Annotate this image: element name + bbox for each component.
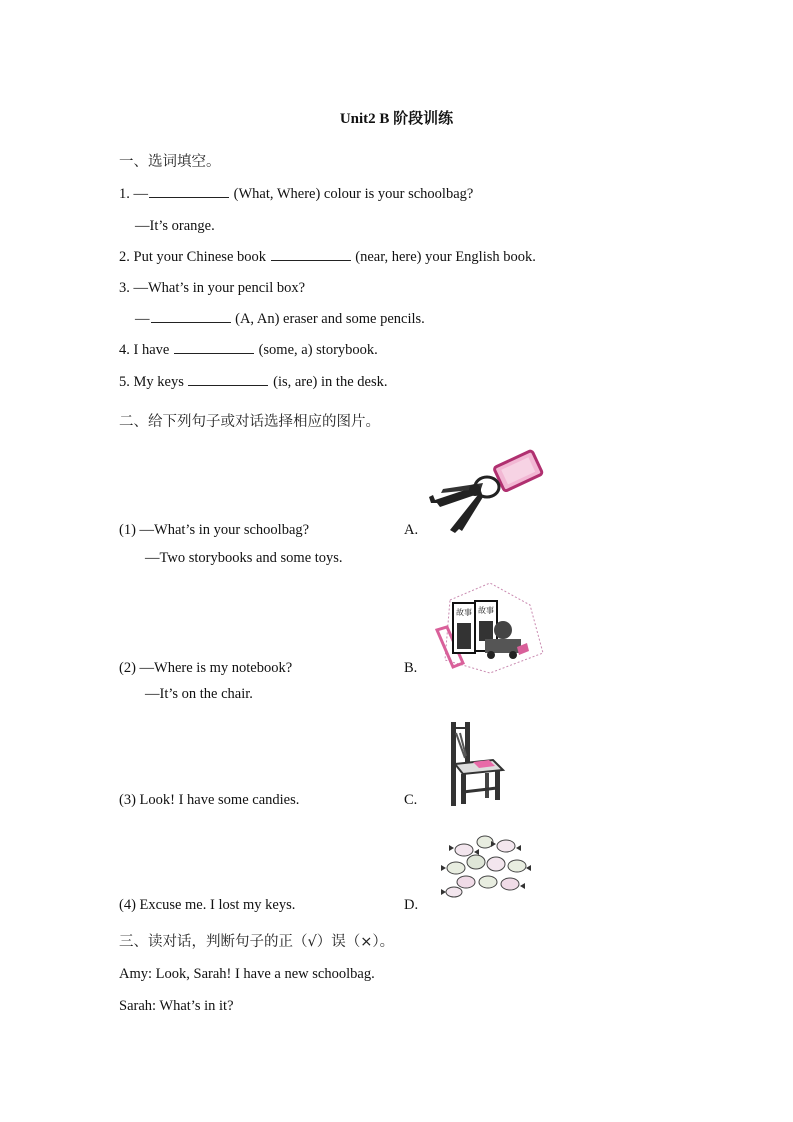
question-text: (some, a) storybook. <box>254 342 378 358</box>
dialogue-line-1: Amy: Look, Sarah! I have a new schoolbag. <box>119 966 375 982</box>
match-item-3: (3) Look! I have some candies. <box>119 792 300 808</box>
answer-blank[interactable] <box>271 249 351 261</box>
question-text: 2. Put your Chinese book <box>119 249 270 265</box>
question-text: — <box>135 311 150 327</box>
keys-image <box>425 445 550 540</box>
chair-image <box>445 718 515 808</box>
answer-line-1: —It’s orange. <box>135 218 215 234</box>
candies-image <box>440 828 535 903</box>
match-item-1: (1) —What’s in your schoolbag? <box>119 522 310 538</box>
svg-text:故事: 故事 <box>456 608 472 617</box>
section1-heading: 一、选词填空。 <box>119 154 221 170</box>
question-4 <box>119 342 378 359</box>
question-5 <box>119 374 387 391</box>
answer-blank[interactable] <box>151 311 231 323</box>
match-item-4: (4) Excuse me. I lost my keys. <box>119 897 296 913</box>
option-c-label: C. <box>404 792 418 808</box>
option-d-label: D. <box>404 897 419 913</box>
option-b-label: B. <box>404 660 418 676</box>
section3-heading: 三、读对话，判断句子的正（√）误（×）。 <box>119 934 395 950</box>
match-item-2: (2) —Where is my notebook? <box>119 660 293 676</box>
question-text: 5. My keys <box>119 374 188 390</box>
question-text: (A, An) eraser and some pencils. <box>231 311 425 327</box>
question-text: 1. — <box>119 186 148 202</box>
match-item-1-reply: —Two storybooks and some toys. <box>145 550 343 566</box>
match-item-2-reply: —It’s on the chair. <box>145 686 253 702</box>
schoolbag-image <box>425 575 550 675</box>
question-3-answer <box>135 311 425 328</box>
answer-blank[interactable] <box>188 374 268 386</box>
question-2 <box>119 249 536 266</box>
svg-text:故事: 故事 <box>478 606 494 615</box>
dialogue-line-2: Sarah: What’s in it? <box>119 998 234 1014</box>
question-1 <box>119 186 473 203</box>
question-text: (What, Where) colour is your schoolbag? <box>230 186 474 202</box>
answer-blank[interactable] <box>149 186 229 198</box>
question-text: (near, here) your English book. <box>351 249 536 265</box>
section2-heading: 二、给下列句子或对话选择相应的图片。 <box>119 414 380 430</box>
option-a-label: A. <box>404 522 419 538</box>
question-text: 4. I have <box>119 342 173 358</box>
question-text: (is, are) in the desk. <box>269 374 388 390</box>
answer-blank[interactable] <box>174 342 254 354</box>
question-3: 3. —What’s in your pencil box? <box>119 280 306 296</box>
page-title: Unit2 B 阶段训练 <box>339 111 454 127</box>
